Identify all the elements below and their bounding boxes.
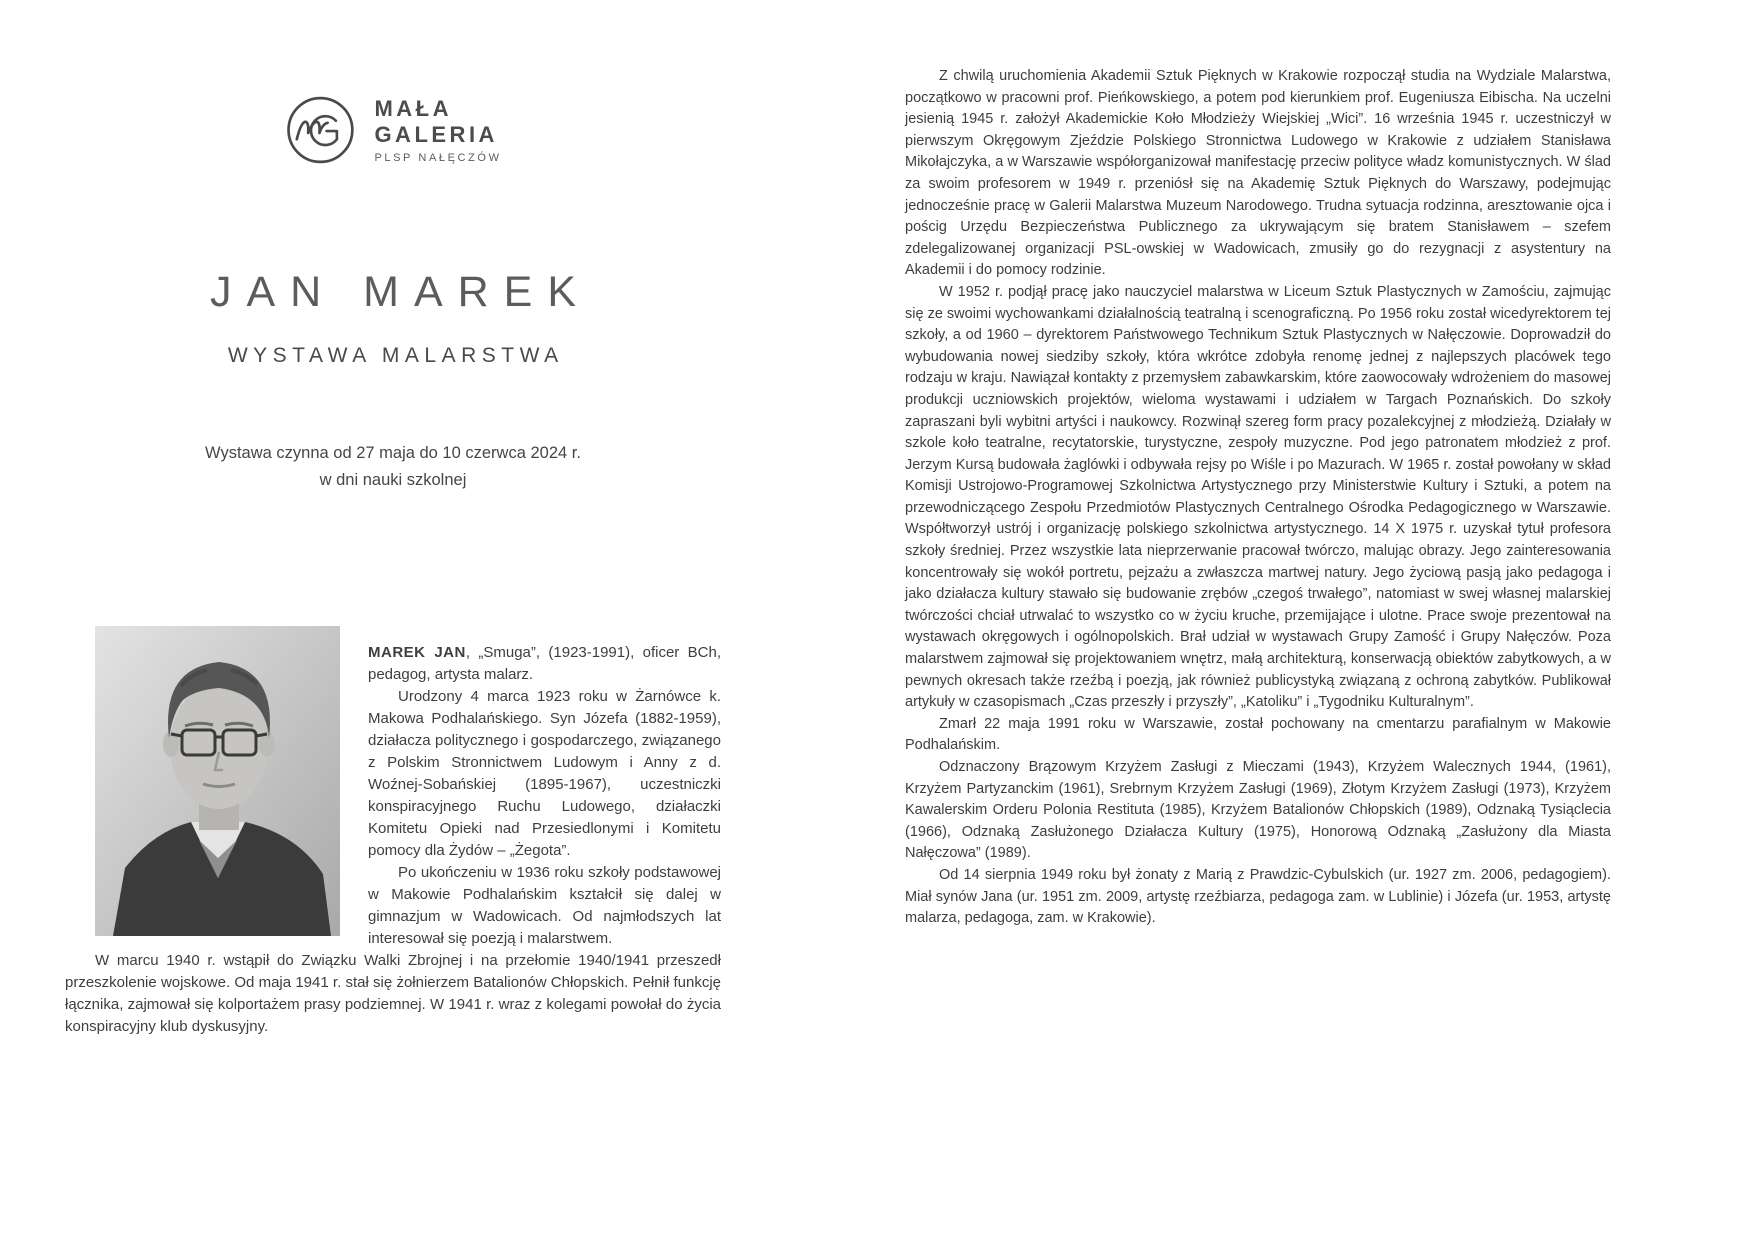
biography-section xyxy=(65,626,721,1038)
portrait-photo xyxy=(95,626,340,936)
body-paragraph-death: Zmarł 22 maja 1991 roku w Warszawie, został pochowany na cmentarzu parafialnym w Makowie Podhalańskim. xyxy=(905,715,1611,754)
bio-lead-rest: , „Smuga”, (1923-1991), oficer BCh, pedagog, artysta malarz. xyxy=(368,644,721,683)
gallery-logo xyxy=(284,94,501,166)
right-page xyxy=(905,66,1611,930)
bio-paragraph-education: Po ukończeniu w 1936 roku szkoły podstawowej w Makowie Podhalańskim kształcił się dalej w gimnazjum w Wadowicach. Od najmłodszych lat interesował się poezją i malarstwem. xyxy=(368,864,721,947)
left-page xyxy=(65,0,721,1240)
artist-name-title: JAN MAREK xyxy=(209,268,592,316)
exhibition-subtitle: WYSTAWA MALARSTWA xyxy=(227,344,564,367)
gallery-school-name: PLSP NAŁĘCZÓW xyxy=(374,151,502,164)
gallery-name-line2: GALERIA xyxy=(374,122,498,147)
portrait-photo-image xyxy=(95,626,340,936)
gallery-name-line1: MAŁA xyxy=(374,96,452,122)
gallery-logo-text xyxy=(374,96,501,164)
exhibition-dates-line2: w dni nauki szkolnej xyxy=(319,471,467,489)
bio-paragraph-origin: Urodzony 4 marca 1923 roku w Żarnówce k. Makowa Podhalańskiego. Syn Józefa (1882-1959), działacza politycznego i gospodarczego, związanego z Polskim Stronnictwem Ludowym i Anny z d. Woźnej-Sobańskiej (1895-1967), uczestniczki konspiracyjnego Ruchu Ludowego, działaczki Komitetu Opieki nad Przesiedlonymi i Komitetu pomocy dla Żydów – „Żegota”. xyxy=(368,688,721,859)
body-paragraph-academy: Z chwilą uruchomienia Akademii Sztuk Pięknych w Krakowie rozpoczął studia na Wydziale Malarstwa, początkowo w pracowni prof. Pieńkowskiego, a potem pod kierunkiem prof. Eugeniusza Eibischa. Na uczelni jesienią 1945 r. założył Akademickie Koło Młodzieży Wiejskiej „Wici”. 16 września 1945 r. uczestniczył w pierwszym Okręgowym Zjeździe Polskiego Stronnictwa Ludowego w Krakowie z udziałem Stanisława Mikołajczyka, a w Warszawie współorganizował manifestację przeciw polityce władz komunistycznych. W ślad za swoim profesorem w 1949 r. przeniósł się na Akademię Sztuk Pięknych do Warszawy, podejmując jednocześnie pracę w Galerii Malarstwa Muzeum Narodowego. Trudna sytuacja rodzinna, aresztowanie ojca i pościg Urzędu Bezpieczeństwa Publicznego za ukrywającym się bratem Stanisławem – szefem zdelegalizowanej organizacji PSL-owskiej w Wadowicach, zmusiły go do rezygnacji z asystentury na Akademii i do pomocy rodzinie. xyxy=(905,68,1611,279)
body-paragraph-family: Od 14 sierpnia 1949 roku był żonaty z Marią z Prawdzic-Cybulskich (ur. 1927 zm. 2006, pedagogiem). Miał synów Jana (ur. 1951 zm. 2009, artystę rzeźbiarza, pedagoga zam. w Lublinie) i Józefa (ur. 1953, artystę malarza, pedagoga, zam. w Krakowie). xyxy=(905,866,1611,927)
mala-galeria-logo-icon xyxy=(284,94,356,166)
exhibition-dates xyxy=(65,440,721,494)
body-paragraph-career: W 1952 r. podjął pracę jako nauczyciel malarstwa w Liceum Sztuk Plastycznych w Zamościu, zajmując się ze swoimi wychowankami działalnością teatralną i scenograficzną. Po 1956 roku został wicedyrektorem tej szkoły, a od 1960 – dyrektorem Państwowego Technikum Sztuk Plastycznych w Nałęczowie. Doprowadził do wybudowania nowej siedziby szkoły, która wkrótce zdobyła renomę jednej z najlepszych placówek tego rodzaju w kraju. Nawiązał kontakty z przemysłem zabawkarskim, które zaowocowały wdrożeniem do masowej produkcji uczniowskich projektów, wieloma wystawami i udziałem w Targach Poznańskich. Do szkoły zapraszani byli wybitni artyści i naukowcy. Rozwinął szereg form pracy pozalekcyjnej z młodzieżą. Działały w szkole koło teatralne, recytatorskie, turystyczne, zespoły muzyczne. Pod jego patronatem młodzież z prof. Jerzym Kursą budowała żaglówki i odbywała rejsy po Wiśle i po Mazurach. W 1965 r. został powołany w skład Komisji Ustrojowo-Programowej Szkolnictwa Artystycznego przy Ministerstwie Kultury i Sztuki, a potem na przewodniczącego Zespołu Przedmiotów Plastycznych Centralnego Ośrodka Pedagogicznego w Warszawie. Współtworzył ustrój i organizację polskiego szkolnictwa artystycznego. 14 X 1975 r. uzyskał tytuł profesora szkoły średniej. Przez wszystkie lata nieprzerwanie pracował twórczo, malując obrazy. Jego zainteresowania koncentrowały się wokół portretu, pejzażu a zwłaszcza martwej natury. Jego życiową pasją jako pedagoga i jako działacza kultury stawało się budowanie zrębów „czegoś trwałego”, natomiast w swej własnej malarskiej twórczości chciał utrwalać to wszystko co w życiu kruche, przemijające i ulotne. Prace swoje prezentował na wystawach okręgowych i ogólnopolskich. Brał udział w wystawach Grupy Zamość i Grupy Nałęczów. Poza malarstwem zajmował się projektowaniem wnętrz, małą architekturą, konserwacją obiektów zabytkowych, a w pewnych okresach także rzeźbą i poezją, jak również publicystyką związaną z ochroną zabytków. Publikował artykuły w czasopismach „Czas przeszły i przyszły”, „Katoliku” i „Tygodniku Kulturalnym”. xyxy=(905,283,1611,711)
body-paragraph-awards: Odznaczony Brązowym Krzyżem Zasługi z Mieczami (1943), Krzyżem Walecznych 1944, (1961), Krzyżem Partyzanckim (1961), Srebrnym Krzyżem Zasługi (1969), Złotym Krzyżem Zasługi (1973), Krzyżem Kawalerskim Orderu Polonia Restituta (1985), Krzyżem Batalionów Chłopskich (1989), Odznaką Tysiąclecia (1966), Odznaką Zasłużonego Działacza Kultury (1975), Honorową Odznaką „Zasłużony dla Miasta Nałęczowa” (1989). xyxy=(905,759,1611,862)
bio-paragraph-war: W marcu 1940 r. wstąpił do Związku Walki Zbrojnej i na przełomie 1940/1941 przeszedł przeszkolenie wojskowe. Od maja 1941 r. stał się żołnierzem Batalionów Chłopskich. Pełnił funkcję łącznika, zajmował się kolportażem prasy podziemnej. W 1941 r. wraz z kolegami powołał do życia konspiracyjny klub dyskusyjny. xyxy=(65,952,721,1035)
bio-name-bold: MAREK JAN xyxy=(368,644,466,661)
exhibition-dates-line1: Wystawa czynna od 27 maja do 10 czerwca 2024 r. xyxy=(205,444,581,462)
